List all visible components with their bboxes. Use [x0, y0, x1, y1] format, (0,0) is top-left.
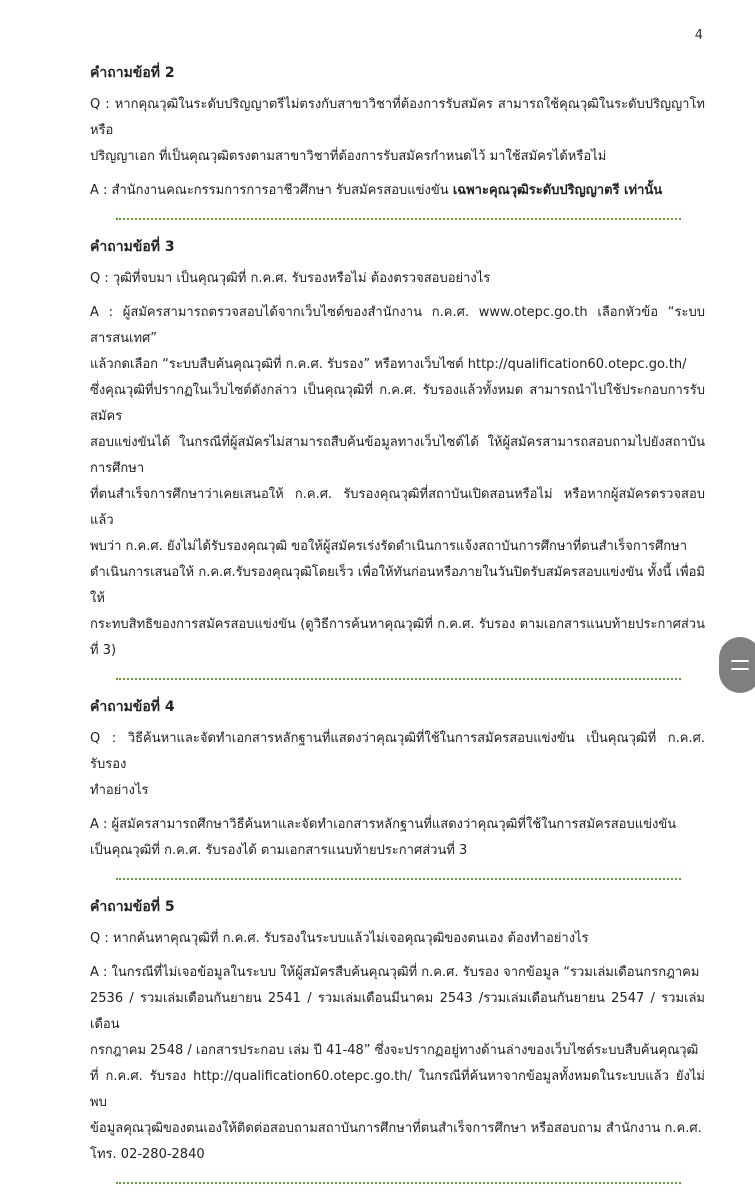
answer-line: กรกฎาคม 2548 / เอกสารประกอบ เล่ม ปี 41-48” ซึ่งจะปรากฏอยู่ทางด้านล่างของเว็บไซต์ระบบสืบค้นคุณวุฒิ	[90, 1043, 699, 1058]
document-body	[90, 62, 705, 1200]
question-line: Q : วิธีค้นหาและจัดทำเอกสารหลักฐานที่แสดงว่าคุณวุฒิที่ใช้ในการสมัครสอบแข่งขัน เป็นคุณวุฒิที่ ก.ค.ศ. รับรอง	[90, 731, 705, 772]
hamburger-menu-icon	[731, 660, 749, 662]
question-line: Q : วุฒิที่จบมา เป็นคุณวุฒิที่ ก.ค.ศ. รับรองหรือไม่ ต้องตรวจสอบอย่างไร	[90, 271, 491, 286]
scroll-handle[interactable]	[719, 637, 755, 693]
question-title: คำถามข้อที่ 4	[90, 699, 175, 715]
question-title: คำถามข้อที่ 3	[90, 239, 175, 255]
answer-text: A : สำนักงานคณะกรรมการการอาชีวศึกษา รับสมัครสอบแข่งขัน	[90, 183, 453, 198]
answer-line: แล้วกดเลือก “ระบบสืบค้นคุณวุฒิที่ ก.ค.ศ. รับรอง” หรือทางเว็บไซต์ http://qualification60.otepc.go.th/	[90, 357, 687, 372]
answer-line: ที่ ก.ค.ศ. รับรอง http://qualification60.otepc.go.th/ ในกรณีที่ค้นหาจากข้อมูลทั้งหมดในระบบแล้ว ยังไม่พบ	[90, 1069, 705, 1110]
answer-line: ซึ่งคุณวุฒิที่ปรากฏในเว็บไซต์ดังกล่าว เป็นคุณวุฒิที่ ก.ค.ศ. รับรองแล้วทั้งหมด สามารถนำไปใช้ประกอบการรับสมัคร	[90, 383, 705, 424]
question-line: Q : หากค้นหาคุณวุฒิที่ ก.ค.ศ. รับรองในระบบแล้วไม่เจอคุณวุฒิของตนเอง ต้องทำอย่างไร	[90, 931, 589, 946]
answer-line	[90, 178, 705, 204]
answer-line: A : ผู้สมัครสามารถตรวจสอบได้จากเว็บไซต์ของสำนักงาน ก.ค.ศ. www.otepc.go.th เลือกหัวข้อ “ระบบสารสนเทศ”	[90, 305, 705, 346]
answer-line: ที่ตนสำเร็จการศึกษาว่าเคยเสนอให้ ก.ค.ศ. รับรองคุณวุฒิที่สถาบันเปิดสอนหรือไม่ หรือหากผู้สมัครตรวจสอบแล้ว	[90, 487, 705, 528]
page-number: 4	[694, 28, 703, 43]
answer-line: A : ผู้สมัครสามารถศึกษาวิธีค้นหาและจัดทำเอกสารหลักฐานที่แสดงว่าคุณวุฒิที่ใช้ในการสมัครสอบแข่งขัน	[90, 817, 677, 832]
section-divider	[116, 878, 681, 880]
answer-line: กระทบสิทธิของการสมัครสอบแข่งขัน (ดูวิธีการค้นหาคุณวุฒิที่ ก.ค.ศ. รับรอง ตามเอกสารแนบท้ายประกาศส่วนที่ 3)	[90, 617, 705, 658]
question-line: ปริญญาเอก ที่เป็นคุณวุฒิตรงตามสาขาวิชาที่ต้องการรับสมัครกำหนดไว้ มาใช้สมัครได้หรือไม่	[90, 149, 607, 164]
section-divider	[116, 218, 681, 220]
question-title: คำถามข้อที่ 5	[90, 899, 175, 915]
question-line: Q : หากคุณวุฒิในระดับปริญญาตรีไม่ตรงกับสาขาวิชาที่ต้องการรับสมัคร สามารถใช้คุณวุฒิในระดับปริญญาโท หรือ	[90, 97, 705, 138]
answer-line: ดำเนินการเสนอให้ ก.ค.ศ.รับรองคุณวุฒิโดยเร็ว เพื่อให้ทันก่อนหรือภายในวันปิดรับสมัครสอบแข่งขัน ทั้งนี้ เพื่อมิให้	[90, 565, 705, 606]
section-divider	[116, 678, 681, 680]
answer-line: 2536 / รวมเล่มเดือนกันยายน 2541 / รวมเล่มเดือนมีนาคม 2543 /รวมเล่มเดือนกันยายน 2547 / รวมเล่มเดือน	[90, 991, 705, 1032]
faq-question-3	[90, 236, 705, 664]
section-divider	[116, 1182, 681, 1184]
faq-question-4	[90, 696, 705, 864]
answer-emphasis: เฉพาะคุณวุฒิระดับปริญญาตรี เท่านั้น	[452, 183, 663, 198]
faq-question-5	[90, 896, 705, 1168]
answer-line: พบว่า ก.ค.ศ. ยังไม่ได้รับรองคุณวุฒิ ขอให้ผู้สมัครเร่งรัดดำเนินการแจ้งสถาบันการศึกษาที่ตนสำเร็จการศึกษา	[90, 539, 688, 554]
question-line: ทำอย่างไร	[90, 783, 149, 798]
answer-line: เป็นคุณวุฒิที่ ก.ค.ศ. รับรองได้ ตามเอกสารแนบท้ายประกาศส่วนที่ 3	[90, 843, 468, 858]
faq-question-2	[90, 62, 705, 204]
answer-line: ข้อมูลคุณวุฒิของตนเองให้ติดต่อสอบถามสถาบันการศึกษาที่ตนสำเร็จการศึกษา หรือสอบถาม สำนักงาน ก.ค.ศ.	[90, 1121, 702, 1136]
answer-line: สอบแข่งขันได้ ในกรณีที่ผู้สมัครไม่สามารถสืบค้นข้อมูลทางเว็บไซต์ได้ ให้ผู้สมัครสามารถสอบถามไปยังสถาบันการศึกษา	[90, 435, 705, 476]
question-title: คำถามข้อที่ 2	[90, 65, 175, 81]
answer-line: A : ในกรณีที่ไม่เจอข้อมูลในระบบ ให้ผู้สมัครสืบค้นคุณวุฒิที่ ก.ค.ศ. รับรอง จากข้อมูล “รวมเล่มเดือนกรกฎาคม	[90, 965, 700, 980]
answer-line: โทร. 02-280-2840	[90, 1147, 205, 1162]
hamburger-menu-icon-bar	[731, 668, 749, 670]
